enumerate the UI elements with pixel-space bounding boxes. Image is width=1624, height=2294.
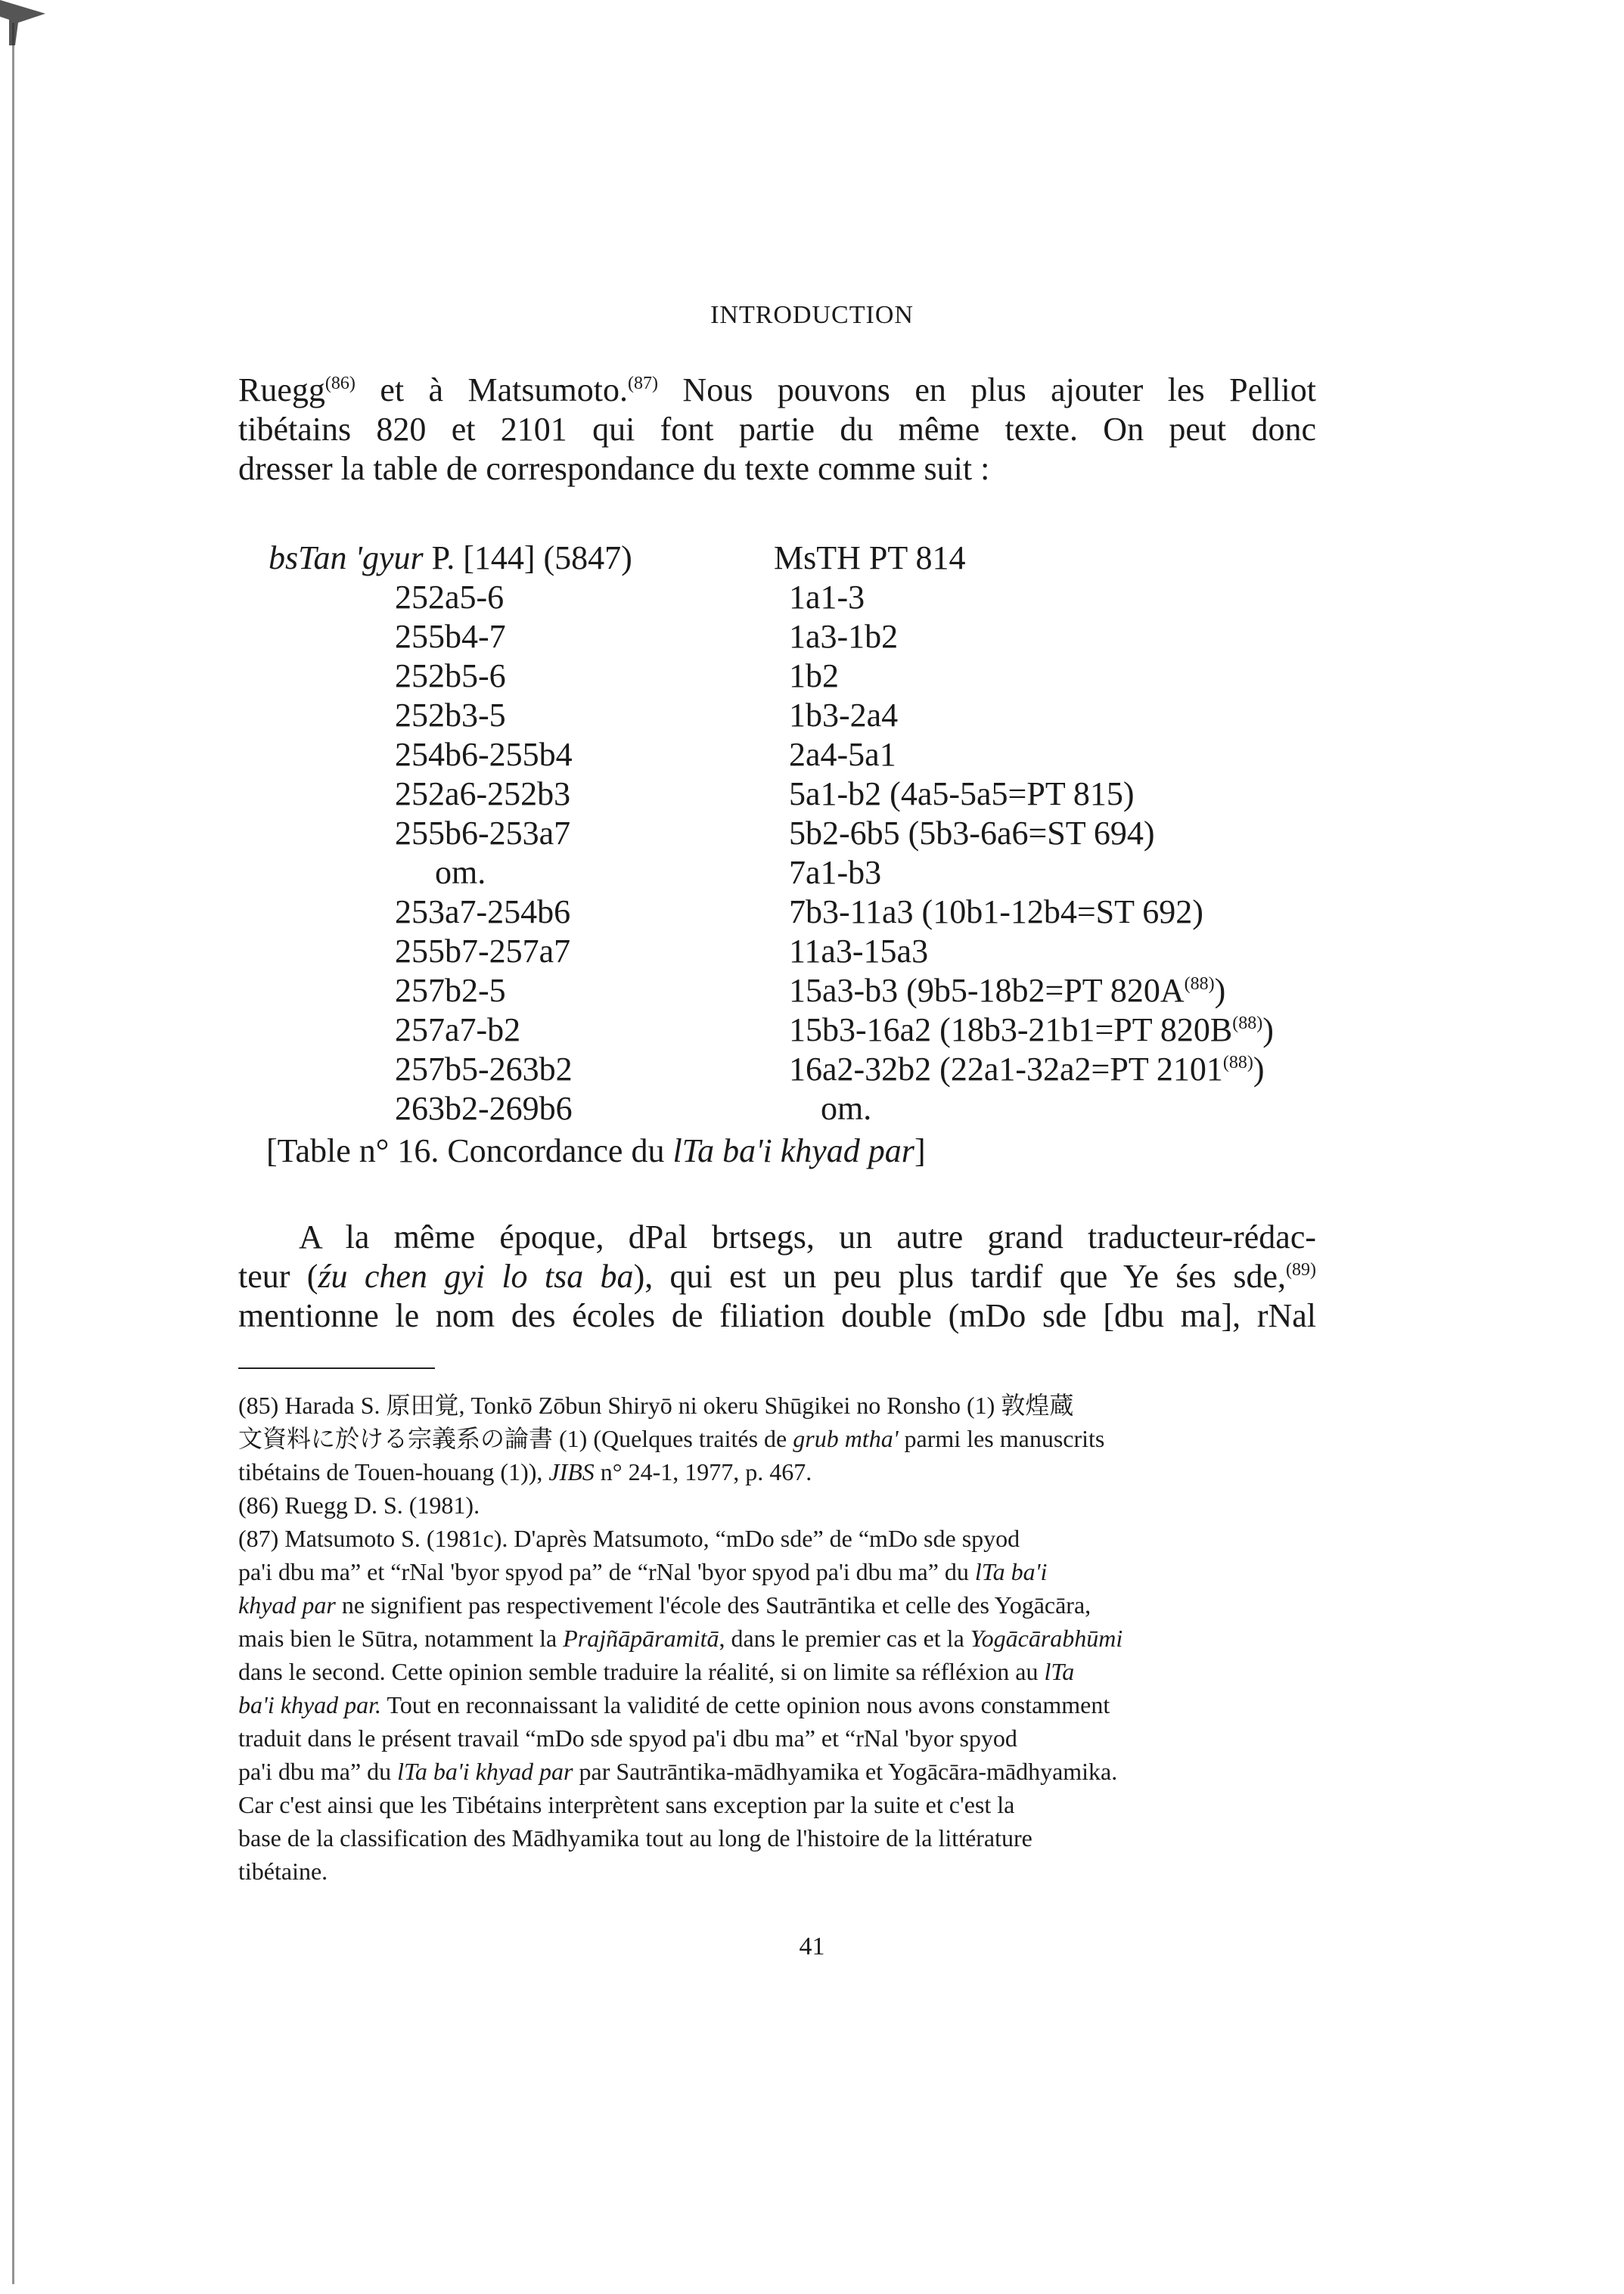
table-row-right: 5b2-6b5 (5b3-6a6=ST 694): [789, 815, 1155, 852]
para2-line-2: teur (źu chen gyi lo tsa ba), qui est un peu plus tardif que Ye śes sde,$^{(89)}$: [238, 1258, 1316, 1295]
running-head: INTRODUCTION: [710, 301, 914, 329]
scan-corner-mark: [0, 0, 45, 45]
table-row-left: 257b2-5: [395, 972, 506, 1009]
footnote-87-line: pa'i dbu ma” du lTa ba'i khyad par par Sautrāntika-mādhyamika et Yogācāra-mādhyamika.: [238, 1758, 1118, 1785]
footnote-85-line: tibétains de Touen-houang (1)), JIBS n° 24-1, 1977, p. 467.: [238, 1458, 812, 1485]
footnote-85-line: (85) Harada S. 原田覚, Tonkō Zōbun Shiryō ni okeru Shūgikei no Ronsho (1) 敦煌蔵: [238, 1392, 1074, 1419]
table-row-right: 15a3-b3 (9b5-18b2=PT $820A^{(88)}$): [789, 972, 1226, 1009]
footnote-87-line: khyad par ne signifient pas respectivement l'école des Sautrāntika et celle des Yogācāra,: [238, 1591, 1091, 1619]
para1-line-1: Ruegg$^{(86)}$ et à Matsumoto.$^{(87)}$ Nous pouvons en plus ajouter les Pelliot: [238, 371, 1316, 408]
footnote-87-line: Car c'est ainsi que les Tibétains interprètent sans exception par la suite et c'est la: [238, 1791, 1015, 1818]
footnote-87-line: tibétaine.: [238, 1858, 328, 1885]
table-row-left: 263b2-269b6: [395, 1090, 573, 1127]
footnote-ref-88: (88): [1222, 1053, 1253, 1072]
table-row-left: 255b7-257a7: [395, 933, 571, 970]
table-row-right: om.: [821, 1090, 872, 1127]
table-row-left: 254b6-255b4: [395, 736, 573, 773]
page-number: 41: [799, 1932, 825, 1960]
footnote-87-line: dans le second. Cette opinion semble traduire la réalité, si on limite sa réfléxion au lTa: [238, 1658, 1075, 1685]
table-row-right: 1b3-2a4: [789, 697, 899, 734]
footnote-87-line: ba'i khyad par. Tout en reconnaissant la validité de cette opinion nous avons constamment: [238, 1691, 1110, 1718]
table-row-left: om.: [435, 854, 486, 891]
footnote-ref-89: (89): [1286, 1260, 1316, 1280]
table-caption: [Table n° 16. Concordance du lTa ba'i khyad par]: [266, 1132, 926, 1169]
footnote-ref-88: (88): [1232, 1014, 1263, 1033]
table-row-right: 15b3-16a2 (18b3-21b1=PT $820B^{(88)}$): [789, 1011, 1274, 1048]
footnote-87-line: mais bien le Sūtra, notamment la Prajñāpāramitā, dans le premier cas et la Yogācārabhūmi: [238, 1625, 1123, 1652]
footnote-86: (86) Ruegg D. S. (1981).: [238, 1492, 480, 1519]
table-row-left: 255b6-253a7: [395, 815, 571, 852]
footnote-87-line: (87) Matsumoto S. (1981c). D'après Matsumoto, “mDo sde” de “mDo sde spyod: [238, 1525, 1020, 1552]
table-row-right: 1a1-3: [789, 579, 865, 616]
footnote-87-line: base de la classification des Mādhyamika tout au long de l'histoire de la littérature: [238, 1824, 1032, 1852]
footnote-rule: [238, 1367, 435, 1369]
footnote-ref-87: (87): [627, 374, 658, 393]
table-header-right: MsTH PT 814: [774, 539, 966, 576]
table-header-left: bsTan 'gyur P. [144] (5847): [269, 539, 632, 576]
table-row-right: 11a3-15a3: [789, 933, 929, 970]
footnote-85-line: 文資料に於ける宗義系の論書 (1) (Quelques traités de grub mtha' parmi les manuscrits: [238, 1425, 1105, 1452]
footnote-ref-88: (88): [1184, 974, 1215, 994]
table-row-right: 7b3-11a3 (10b1-12b4=ST 692): [789, 893, 1203, 930]
footnote-87-line: traduit dans le présent travail “mDo sde spyod pa'i dbu ma” et “rNal 'byor spyod: [238, 1724, 1017, 1752]
table-row-right: 2a4-5a1: [789, 736, 896, 773]
para2-line-3: mentionne le nom des écoles de filiation double (mDo sde [dbu ma], rNal: [238, 1297, 1316, 1334]
table-row-left: 257b5-263b2: [395, 1051, 573, 1088]
table-row-left: 257a7-b2: [395, 1011, 521, 1048]
para2-line-1: A la même époque, dPal brtsegs, un autre grand traducteur-rédac-: [299, 1218, 1316, 1256]
footnote-ref-86: (86): [324, 374, 356, 393]
table-row-left: 253a7-254b6: [395, 893, 571, 930]
table-row-left: 252b3-5: [395, 697, 506, 734]
table-row-right: 7a1-b3: [789, 854, 882, 891]
footnote-87-line: pa'i dbu ma” et “rNal 'byor spyod pa” de “rNal 'byor spyod pa'i dbu ma” du lTa ba'i: [238, 1558, 1048, 1585]
para1-line-3: dresser la table de correspondance du texte comme suit :: [238, 450, 990, 487]
table-row-left: 252b5-6: [395, 657, 506, 694]
table-row-right: 1b2: [789, 657, 839, 694]
para1-line-2: tibétains 820 et 2101 qui font partie du même texte. On peut donc: [238, 411, 1316, 448]
table-row-left: 252a6-252b3: [395, 775, 571, 812]
table-row-right: 16a2-32b2 (22a1-32a2=PT 2101$^{(88)}$): [789, 1051, 1265, 1088]
table-row-left: 255b4-7: [395, 618, 506, 655]
table-row-left: 252a5-6: [395, 579, 505, 616]
table-row-right: 1a3-1b2: [789, 618, 899, 655]
table-row-right: 5a1-b2 (4a5-5a5=PT 815): [789, 775, 1135, 812]
